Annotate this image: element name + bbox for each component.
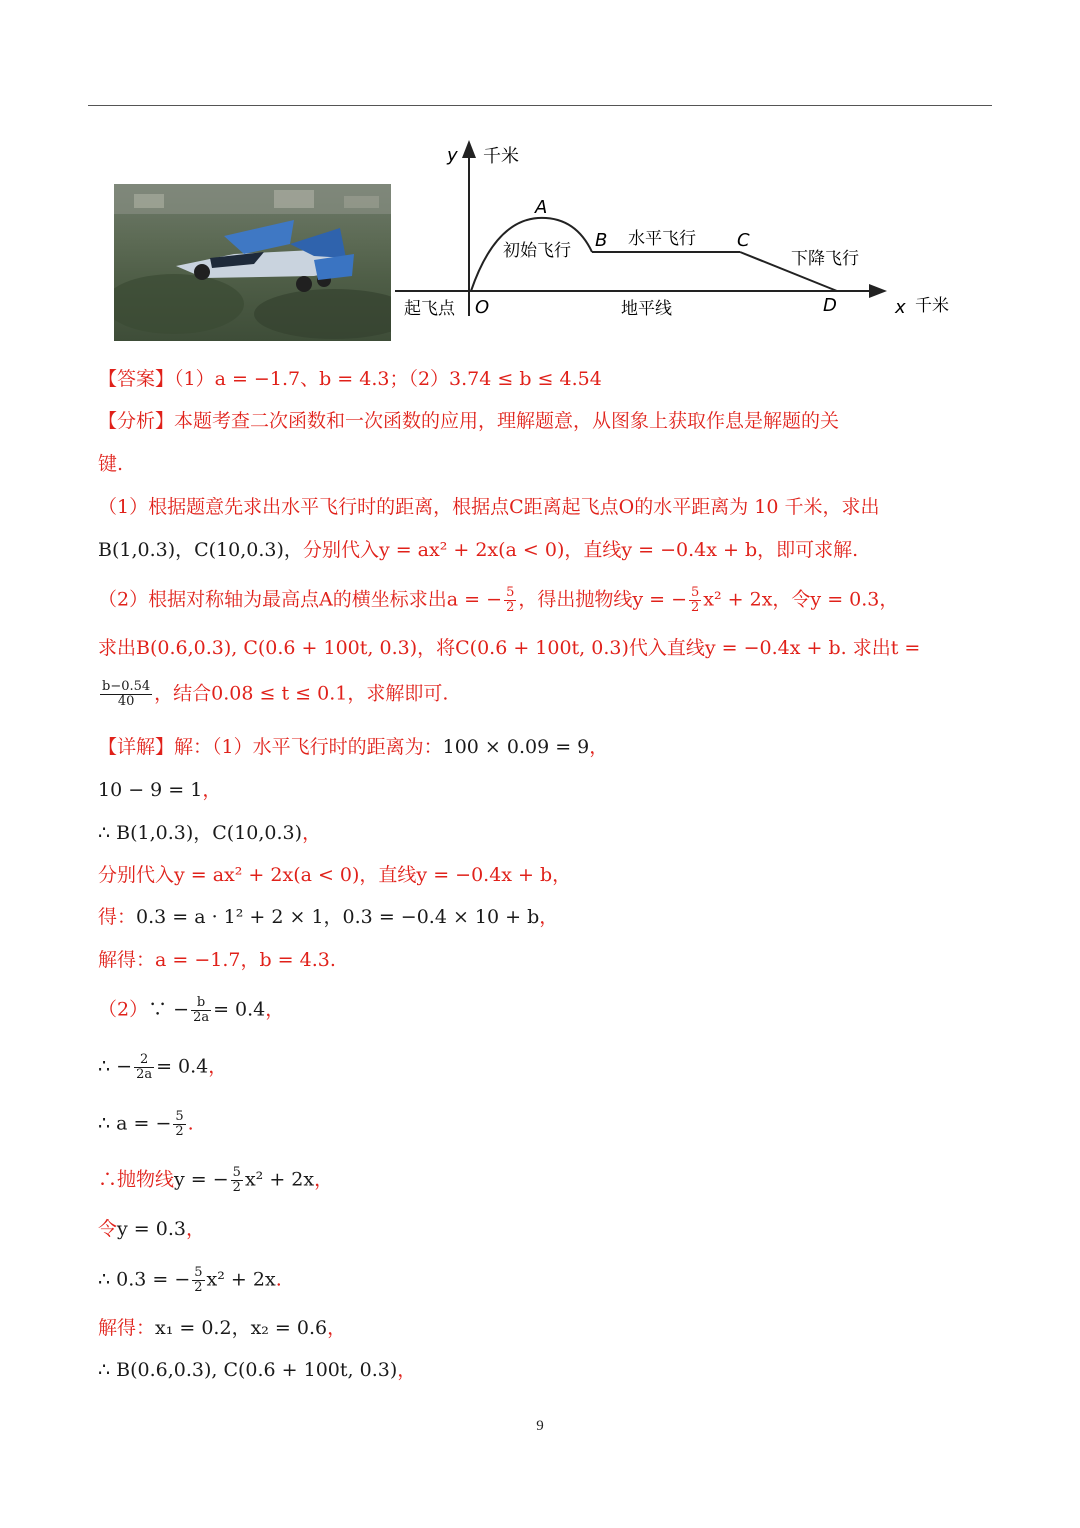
frac-2-b: 2 xyxy=(232,1180,241,1195)
detail-points-2: ∴ B(0.6,0.3), C(0.6 + 100t, 0.3) xyxy=(98,1359,398,1381)
detail-line-10 xyxy=(98,1166,333,1195)
page-number: 9 xyxy=(536,1418,544,1434)
fraction-t-den: 40 xyxy=(117,694,135,709)
level-flight-label: 水平飞行 xyxy=(628,229,696,249)
descent-label: 下降飞行 xyxy=(791,249,859,269)
detail-comma-5: ， xyxy=(539,906,559,928)
detail-parabola-label: ∴抛物线 xyxy=(98,1168,175,1191)
detail-de: 得： xyxy=(98,906,137,928)
analysis-p1-line-1: （1）根据题意先求出水平飞行时的距离，根据点C距离起飞点O的水平距离为 10 千米，求出 xyxy=(98,496,880,518)
analysis-text-1: 本题考查二次函数和一次函数的应用，理解题意，从图象上获取作息是解题的关 xyxy=(174,410,840,432)
detail-part2-tag: （2） xyxy=(98,998,149,1021)
fraction-5-2-a xyxy=(173,1110,185,1139)
analysis-p2-text-3: ，结合0.08 ≤ t ≤ 0.1，求解即可. xyxy=(154,682,449,705)
analysis-p1-line-2 xyxy=(98,538,858,562)
detail-line-1 xyxy=(98,735,608,759)
y-unit: 千米 xyxy=(483,146,519,167)
detail-parabola-rest: x² + 2x xyxy=(244,1168,315,1191)
x-label: x xyxy=(895,297,906,318)
detail-y-eq: y = 0.3 xyxy=(117,1218,186,1240)
answer-tag: 【答案】 xyxy=(98,368,175,390)
analysis-p2-line-3 xyxy=(98,680,448,709)
y-axis-arrow xyxy=(462,140,476,158)
x-unit: 千米 xyxy=(915,296,949,316)
detail-comma-2: ， xyxy=(202,779,222,801)
analysis-line-1 xyxy=(98,409,839,433)
detail-comma-8: ， xyxy=(208,1055,228,1078)
detail-line-4: 分别代入y = ax² + 2x(a < 0)，直线y = −0.4x + b， xyxy=(98,864,572,886)
answer-line xyxy=(98,367,602,391)
detail-comma-10: ， xyxy=(314,1168,334,1191)
detail-therefore-8: ∴ − xyxy=(98,1055,133,1078)
detail-eq-04-b: = 0.4 xyxy=(156,1055,209,1078)
analysis-tag: 【分析】 xyxy=(98,410,175,432)
detail-comma-7: ， xyxy=(265,998,285,1021)
detail-comma-3: ， xyxy=(302,822,322,844)
point-o-label: O xyxy=(475,297,490,318)
detail-line-9: ∴ a = − $\frac{5}{2}$ . xyxy=(98,1109,194,1139)
detail-line-14 xyxy=(98,1358,416,1382)
flight-path-diagram xyxy=(395,136,970,326)
detail-let: 令 xyxy=(98,1218,118,1240)
analysis-p2-text-a: （2）根据对称轴为最高点A的横坐标求出a = − xyxy=(98,588,503,611)
detail-points-1: ∴ B(1,0.3)，C(10,0.3) xyxy=(98,822,303,844)
detail-comma-1: ， xyxy=(589,736,609,758)
flying-car-photo xyxy=(114,184,391,341)
detail-jiede-1: 解得： xyxy=(98,949,156,971)
detail-eq-right: x² + 2x xyxy=(206,1268,276,1291)
detail-comma-14: ， xyxy=(397,1359,417,1381)
analysis-p2-line-1 xyxy=(98,586,898,615)
y-label: y xyxy=(447,145,458,166)
analysis-p1-method: 分别代入y = ax² + 2x(a < 0)，直线y = −0.4x + b，即可求解. xyxy=(302,539,859,561)
detail-line-7 xyxy=(98,996,284,1025)
fraction-b-2a xyxy=(191,996,211,1025)
x-axis-arrow xyxy=(869,284,887,298)
point-a-label: A xyxy=(535,197,548,218)
frac-2: 2 xyxy=(134,1053,154,1068)
detail-comma-11: ， xyxy=(185,1218,205,1240)
fraction-t-num: b−0.54 xyxy=(102,679,151,694)
detail-tag: 【详解】 xyxy=(98,736,175,758)
analysis-p2-text-c: x² + 2x，令y = 0.3， xyxy=(703,588,899,611)
frac-2: 2 xyxy=(175,1124,184,1139)
frac-2a: 2a xyxy=(193,1010,210,1025)
detail-line-13 xyxy=(98,1316,346,1340)
detail-a-eq: ∴ a = − xyxy=(98,1112,172,1135)
header-rule xyxy=(88,105,992,106)
detail-solution-1: a = −1.7，b = 4.3 xyxy=(155,949,330,971)
frac-b: b xyxy=(191,996,211,1011)
detail-because: ∵ − xyxy=(148,998,190,1021)
point-d-label: D xyxy=(823,295,837,316)
frac-5-c: 5 xyxy=(194,1265,203,1280)
frac-2-c: 2 xyxy=(194,1280,203,1295)
detail-comma-13: ， xyxy=(327,1317,347,1339)
initial-flight-label: 初始飞行 xyxy=(503,241,571,261)
answer-text: （1）a = −1.7、b = 4.3；（2）3.74 ≤ b ≤ 4.54 xyxy=(174,368,602,390)
detail-text-1: 解：（1）水平飞行时的距离为： xyxy=(174,736,443,758)
fraction-5-over-2: $\frac{5}{2}$ xyxy=(506,585,515,615)
fraction-2-2a xyxy=(134,1053,154,1082)
analysis-p1-points: B(1,0.3)，C(10,0.3)， xyxy=(98,539,303,561)
detail-line-2 xyxy=(98,778,221,802)
detail-eq-04: = 0.4 xyxy=(213,998,266,1021)
detail-line-6: 解得：a = −1.7，b = 4.3. xyxy=(98,949,336,971)
horizon-label: 地平线 xyxy=(621,299,672,319)
detail-line-8 xyxy=(98,1053,227,1082)
fraction-t xyxy=(100,680,152,709)
detail-line-3 xyxy=(98,821,321,845)
point-b-label: B xyxy=(595,230,608,251)
detail-calc-1: 100 × 0.09 = 9 xyxy=(442,736,590,758)
detail-line-11 xyxy=(98,1217,205,1241)
fraction-5-over-2-b: $\frac{5}{2}$ xyxy=(691,585,700,615)
detail-equations: 0.3 = a · 1² + 2 × 1，0.3 = −0.4 × 10 + b xyxy=(136,906,540,928)
analysis-p2-text-b: ，得出抛物线y = − xyxy=(518,588,687,611)
point-c-label: C xyxy=(737,230,750,251)
detail-eq-left: ∴ 0.3 = − xyxy=(98,1268,191,1291)
frac-5-b: 5 xyxy=(232,1165,241,1180)
analysis-line-2: 键. xyxy=(98,453,124,475)
analysis-p2-line-2: 求出B(0.6,0.3), C(0.6 + 100t, 0.3)，将C(0.6 + 100t, 0.3)代入直线y = −0.4x + b. 求出t = xyxy=(98,637,921,659)
takeoff-label: 起飞点 xyxy=(404,299,455,319)
detail-jiede-2: 解得： xyxy=(98,1317,156,1339)
detail-line-12: ∴ 0.3 = − $\frac{5}{2}$ x² + 2x. xyxy=(98,1265,282,1295)
frac-2a-b: 2a xyxy=(136,1067,153,1082)
fraction-5-2-c xyxy=(192,1266,204,1295)
frac-5: 5 xyxy=(175,1109,184,1124)
fraction-5-2-b xyxy=(231,1166,243,1195)
detail-roots: x₁ = 0.2，x₂ = 0.6 xyxy=(155,1317,328,1339)
detail-line-5 xyxy=(98,905,558,929)
detail-parabola-y: y = − xyxy=(174,1168,229,1191)
detail-calc-2: 10 − 9 = 1 xyxy=(98,779,203,801)
